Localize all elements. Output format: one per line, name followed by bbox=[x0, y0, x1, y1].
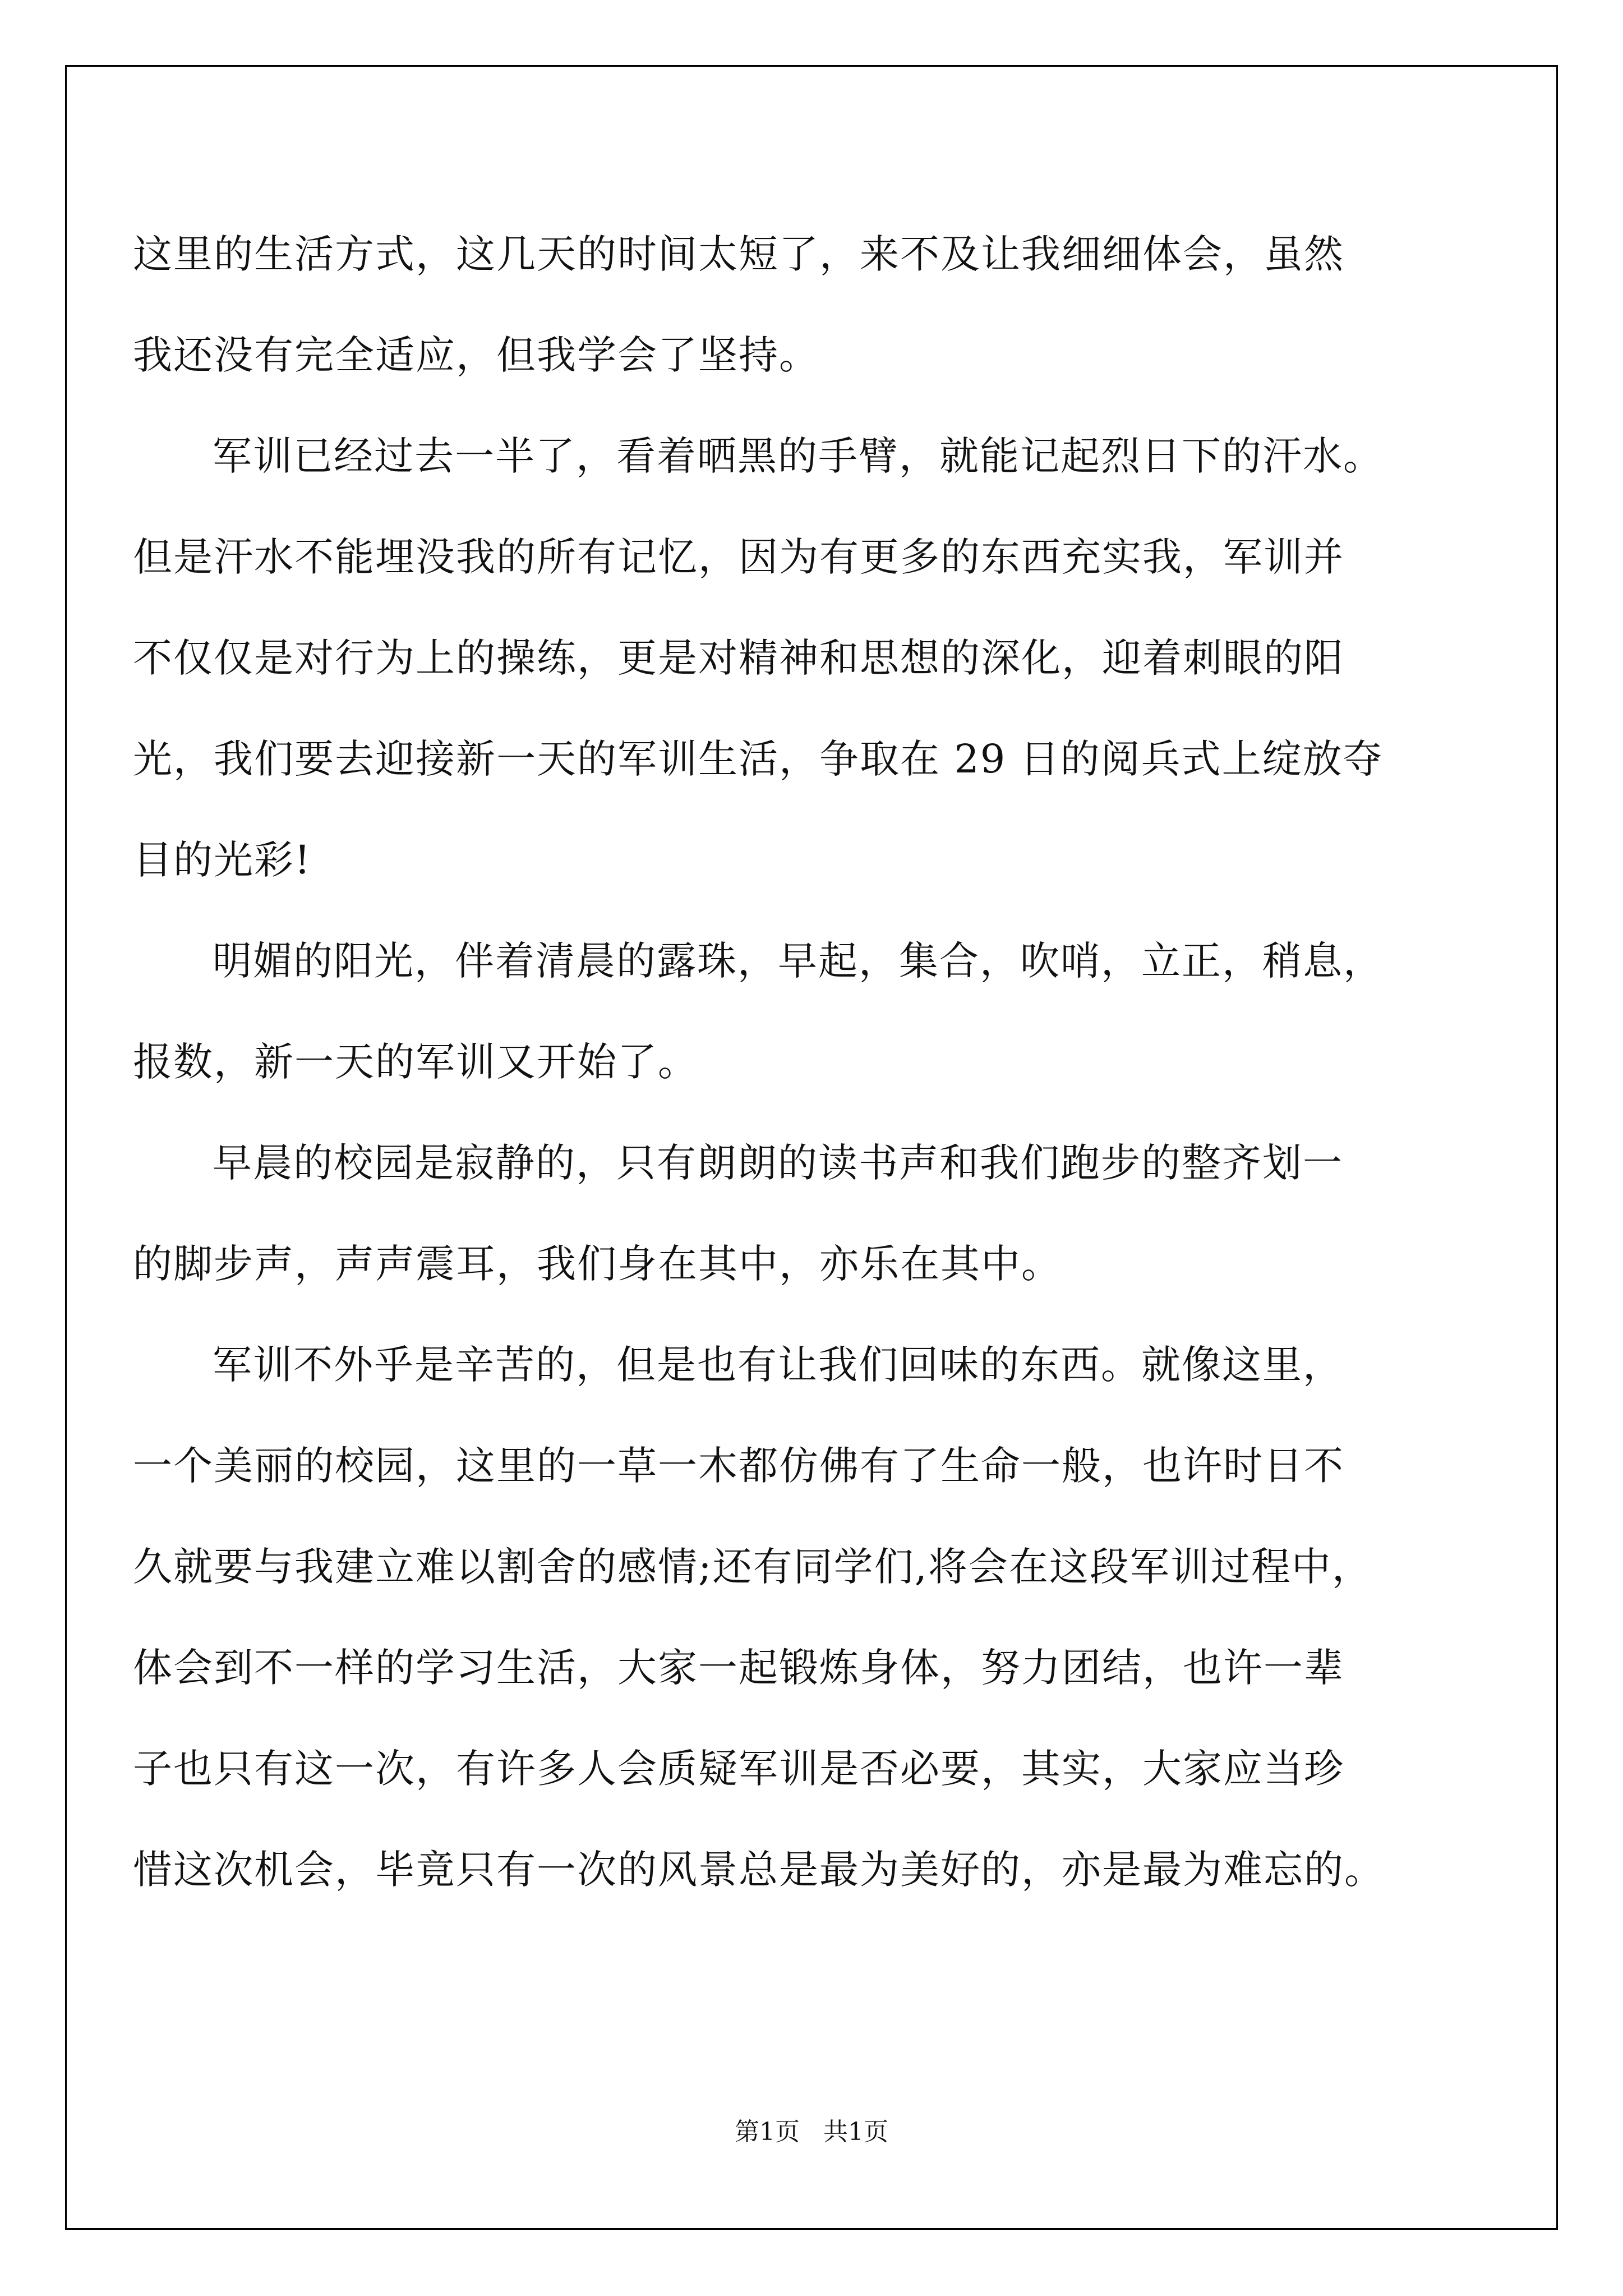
text-line: 目的光彩! bbox=[133, 837, 312, 883]
text-line: 光，我们要去迎接新一天的军训生活，争取在 29 日的阅兵式上绽放夺 bbox=[133, 736, 1384, 782]
text-line: 不仅仅是对行为上的操练，更是对精神和思想的深化，迎着刺眼的阳 bbox=[133, 635, 1344, 681]
text-line: 报数，新一天的军训又开始了。 bbox=[133, 1039, 698, 1085]
paragraph-start-line: 军训不外乎是辛苦的，但是也有让我们回味的东西。就像这里， bbox=[213, 1342, 1343, 1388]
page-footer: 第1页 共1页 bbox=[735, 2118, 888, 2146]
text-line: 我还没有完全适应，但我学会了坚持。 bbox=[133, 332, 819, 378]
text-line: 体会到不一样的学习生活，大家一起锻炼身体，努力团结，也许一辈 bbox=[133, 1645, 1344, 1691]
text-line: 的脚步声，声声震耳，我们身在其中，亦乐在其中。 bbox=[133, 1241, 1062, 1287]
text-line: 但是汗水不能埋没我的所有记忆，因为有更多的东西充实我，军训并 bbox=[133, 534, 1344, 580]
text-line: 子也只有这一次，有许多人会质疑军训是否必要，其实，大家应当珍 bbox=[133, 1746, 1344, 1792]
text-line: 惜这次机会，毕竟只有一次的风景总是最为美好的，亦是最为难忘的。 bbox=[133, 1847, 1385, 1893]
paragraph-start-line: 早晨的校园是寂静的，只有朗朗的读书声和我们跑步的整齐划一 bbox=[213, 1140, 1343, 1186]
paragraph-start-line: 明媚的阳光，伴着清晨的露珠，早起，集合，吹哨，立正，稍息， bbox=[213, 938, 1384, 984]
text-line: 这里的生活方式，这几天的时间太短了，来不及让我细细体会，虽然 bbox=[133, 231, 1344, 277]
text-line: 久就要与我建立难以割舍的感情;还有同学们,将会在这段军训过程中， bbox=[133, 1544, 1372, 1590]
text-line: 一个美丽的校园，这里的一草一木都仿佛有了生命一般，也许时日不 bbox=[133, 1443, 1344, 1489]
paragraph-start-line: 军训已经过去一半了，看着晒黑的手臂，就能记起烈日下的汗水。 bbox=[213, 433, 1384, 479]
